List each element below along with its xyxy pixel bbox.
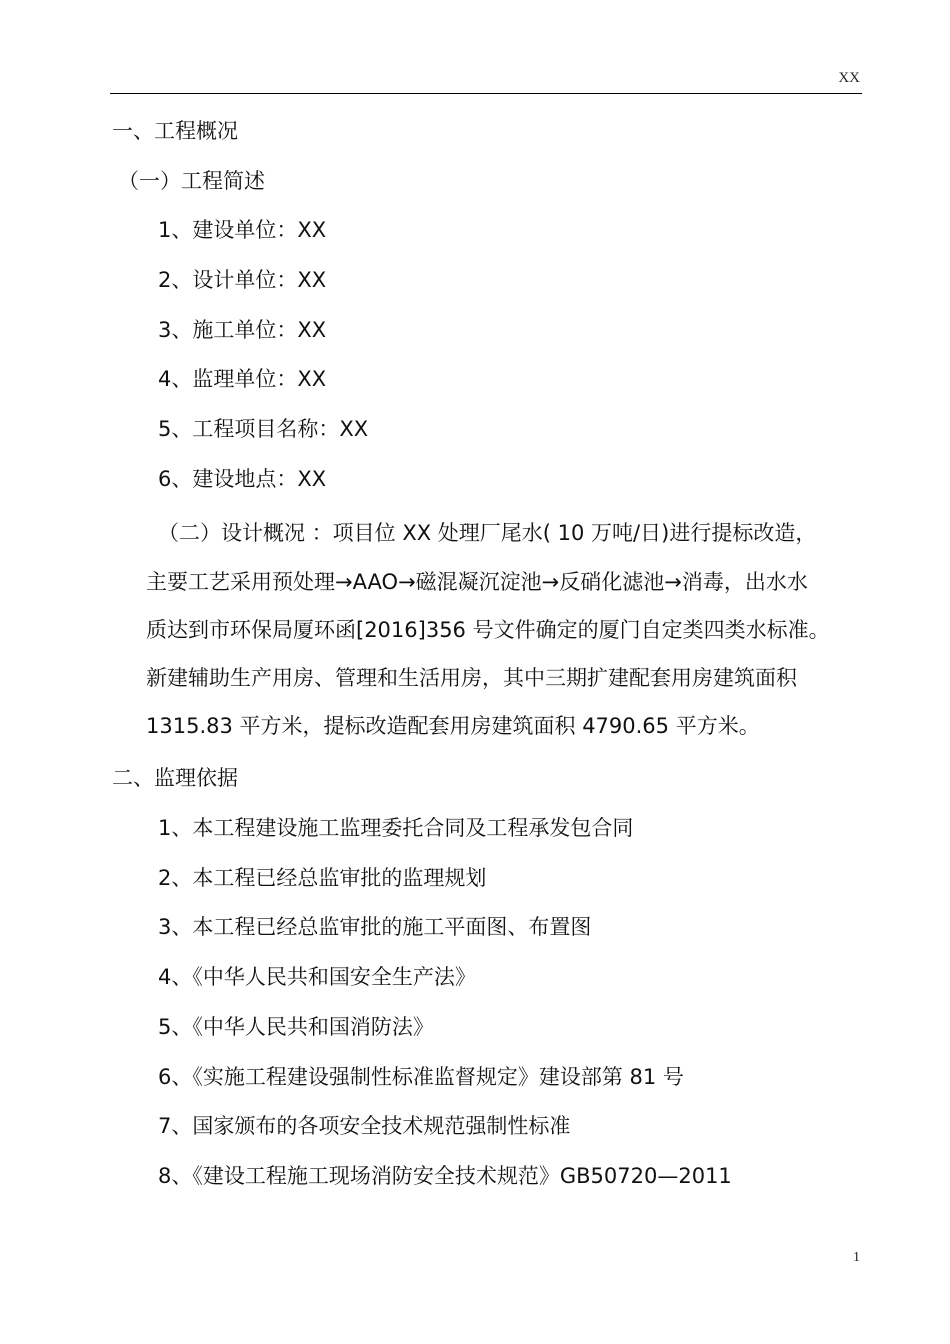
list-item: 5、《中华人民共和国消防法》: [158, 1015, 434, 1039]
list-item: 5、工程项目名称：XX: [158, 417, 369, 441]
design-overview-line: 1315.83 平方米，提标改造配套用房建筑面积 4790.65 平方米。: [146, 714, 760, 738]
section2-heading: 二、监理依据: [112, 766, 238, 790]
list-item: 1、本工程建设施工监理委托合同及工程承发包合同: [158, 816, 634, 840]
design-overview-line: 新建辅助生产用房、管理和生活用房，其中三期扩建配套用房建筑面积: [146, 666, 797, 690]
list-item: 2、设计单位：XX: [158, 268, 327, 292]
section1-subheading: （一）工程简述: [118, 169, 265, 193]
list-item: 3、施工单位：XX: [158, 318, 327, 342]
page-header-text: XX: [838, 70, 860, 86]
design-overview-line: 质达到市环保局厦环函[2016]356 号文件确定的厦门自定类四类水标准。: [146, 618, 830, 642]
header-rule: [110, 93, 862, 94]
page-number: 1: [853, 1250, 860, 1265]
list-item: 3、本工程已经总监审批的施工平面图、布置图: [158, 915, 592, 939]
list-item: 4、《中华人民共和国安全生产法》: [158, 965, 476, 989]
section1-heading: 一、工程概况: [112, 119, 238, 143]
list-item: 2、本工程已经总监审批的监理规划: [158, 866, 487, 890]
list-item: 1、建设单位：XX: [158, 218, 327, 242]
list-item: 8、《建设工程施工现场消防安全技术规范》GB50720—2011: [158, 1164, 732, 1188]
list-item: 6、《实施工程建设强制性标准监督规定》建设部第 81 号: [158, 1065, 684, 1089]
list-item: 4、监理单位：XX: [158, 367, 327, 391]
design-overview-line: 主要工艺采用预处理→AAO→磁混凝沉淀池→反硝化滤池→消毒，出水水: [146, 570, 808, 594]
list-item: 6、建设地点：XX: [158, 467, 327, 491]
design-overview-line: （二）设计概况 ：项目位 XX 处理厂尾水( 10 万吨/日)进行提标改造，: [158, 521, 817, 545]
list-item: 7、国家颁布的各项安全技术规范强制性标准: [158, 1114, 571, 1138]
